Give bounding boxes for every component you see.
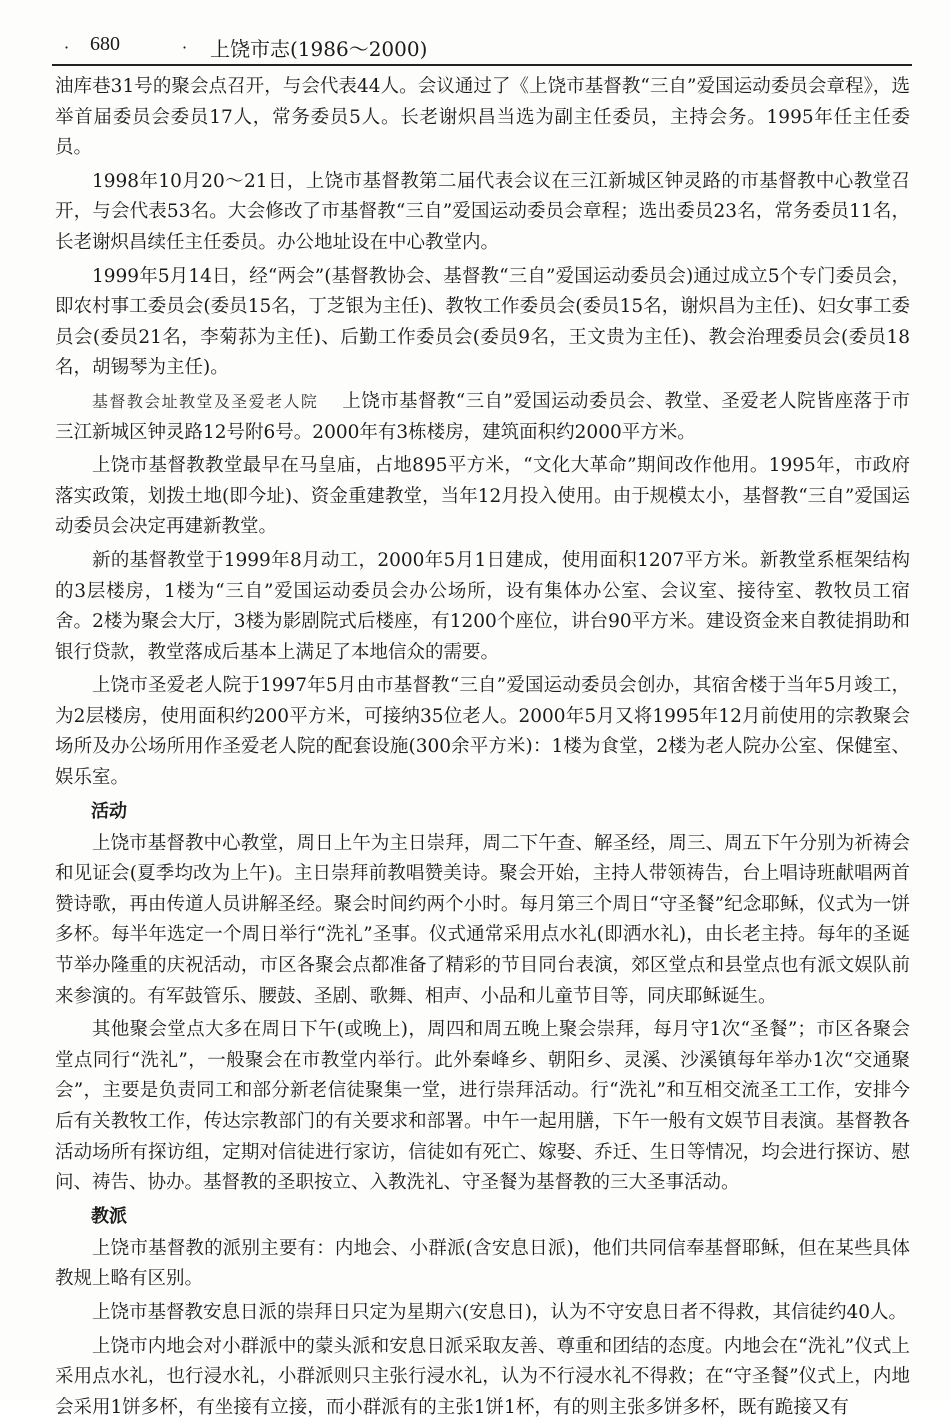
paragraph: 上饶市基督教的派别主要有：内地会、小群派(含安息日派)，他们共同信奉基督耶稣，但在某些具体教规上略有区别。 bbox=[55, 1237, 910, 1290]
paragraph: 1999年5月14日，经“两会”(基督教协会、基督教“三自”爱国运动委员会)通过成立5个专门委员会，即农村事工委员会(委员15名，丁芝银为主任)、教牧工作委员会(委员15名，谢炽昌为主任)、妇女事工委员会(委员21名，李菊荪为主任)、后勤工作委员会(委员9名，王文贵为主任)、教会治理委员会(委员18名，胡锡琴为主任)。 bbox=[55, 265, 910, 379]
header-bullet-left: · bbox=[64, 38, 70, 57]
header-bullet-right: · bbox=[182, 38, 188, 57]
paragraph-continued: 油库巷31号的聚会点召开，与会代表44人。会议通过了《上饶市基督教“三自”爱国运动委员会章程》，选举首届委员会委员17人，常务委员5人。长老谢炽昌当选为副主任委员，主持会务。1995年任主任委员。 bbox=[55, 76, 910, 159]
paragraph-with-subhead bbox=[55, 387, 910, 448]
paragraph: 新的基督教堂于1999年8月动工，2000年5月1日建成，使用面积1207平方米。新教堂系框架结构的3层楼房，1楼为“三自”爱国运动委员会办公场所，设有集体办公室、会议室、接待室、教牧员工宿舍。2楼为聚会大厅，3楼为影剧院式后楼座，有1200个座位，讲台90平方米。建设资金来自教徒捐助和银行贷款，教堂落成后基本上满足了本地信众的需要。 bbox=[55, 549, 910, 663]
paragraph: 上饶市基督教安息日派的崇拜日只定为星期六(安息日)，认为不守安息日者不得救，其信徒约40人。 bbox=[92, 1301, 907, 1323]
paragraph: 其他聚会堂点大多在周日下午(或晚上)，周四和周五晚上聚会崇拜，每月守1次“圣餐”；市区各聚会堂点同行“洗礼”，一般聚会在市教堂内举行。此外秦峰乡、朝阳乡、灵溪、沙溪镇每年举办1次“交通聚会”，主要是负责同工和部分新老信徒聚集一堂，进行崇拜活动。行“洗礼”和互相交流圣工工作，安排今后有关教牧工作，传达宗教部门的有关要求和部署。中午一起用膳，下午一般有文娱节目表演。基督教各活动场所有探访组，定期对信徒进行家访，信徒如有死亡、嫁娶、乔迁、生日等情况，均会进行探访、慰问、祷告、协办。基督教的圣职按立、入教洗礼、守圣餐为基督教的三大圣事活动。 bbox=[55, 1019, 910, 1194]
paragraph: 上饶市圣爱老人院于1997年5月由市基督教“三自”爱国运动委员会创办，其宿舍楼于当年5月竣工，为2层楼房，使用面积约200平方米，可接纳35位老人。2000年5月又将1995年12月前使用的宗教聚会场所及办公场所用作圣爱老人院的配套设施(300余平方米)：1楼为食堂，2楼为老人院办公室、保健室、娱乐室。 bbox=[55, 675, 910, 789]
section-heading-sects: 教派 bbox=[91, 1205, 127, 1227]
inline-subheading: 基督教会址教堂及圣爱老人院 bbox=[92, 391, 319, 411]
page-body bbox=[55, 72, 910, 1426]
paragraph: 上饶市内地会对小群派中的蒙头派和安息日派采取友善、尊重和团结的态度。内地会在“洗礼”仪式上采用点水礼，也行浸水礼，小群派则只主张行浸水礼，认为不行浸水礼不得救；在“守圣餐”仪式上，内地会采用1饼多杯，有坐接有立接，而小群派有的主张1饼1杯，有的则主张多饼多杯，既有跪接又有 bbox=[55, 1335, 910, 1418]
paragraph: 上饶市基督教教堂最早在马皇庙，占地895平方米，“文化大革命”期间改作他用。1995年，市政府落实政策，划拨土地(即今址)、资金重建教堂，当年12月投入使用。由于规模太小，基督教“三自”爱国运动委员会决定再建新教堂。 bbox=[55, 455, 910, 538]
section-heading-activity: 活动 bbox=[91, 800, 127, 822]
paragraph: 上饶市基督教中心教堂，周日上午为主日崇拜，周二下午查、解圣经，周三、周五下午分别为祈祷会和见证会(夏季均改为上午)。主日崇拜前教唱赞美诗。聚会开始，主持人带领祷告，台上唱诗班献唱两首赞诗歌，再由传道人员讲解圣经。聚会时间约两个小时。每月第三个周日“守圣餐”纪念耶稣，仪式为一饼多杯。每半年选定一个周日举行“洗礼”圣事。仪式通常采用点水礼(即洒水礼)，由长老主持。每年的圣诞节举办隆重的庆祝活动，市区各聚会点都准备了精彩的节目同台表演，郊区堂点和县堂点也有派文娱队前来参演的。有军鼓管乐、腰鼓、圣剧、歌舞、相声、小品和儿童节目等，同庆耶稣诞生。 bbox=[55, 832, 910, 1007]
paragraph-text: 上饶市基督教“三自”爱国运动委员会、教堂、圣爱老人院皆座落于市三江新城区钟灵路12号附6号。2000年有3栋楼房，建筑面积约2000平方米。 bbox=[55, 390, 910, 443]
book-title: 上饶市志(1986～2000) bbox=[210, 37, 428, 61]
page-number: 680 bbox=[90, 33, 120, 55]
paragraph: 1998年10月20～21日，上饶市基督教第二届代表会议在三江新城区钟灵路的市基督教中心教堂召开，与会代表53名。大会修改了市基督教“三自”爱国运动委员会章程；选出委员23名，常务委员11名，长老谢炽昌续任主任委员。办公地址设在中心教堂内。 bbox=[55, 170, 910, 253]
page-header bbox=[52, 30, 912, 66]
